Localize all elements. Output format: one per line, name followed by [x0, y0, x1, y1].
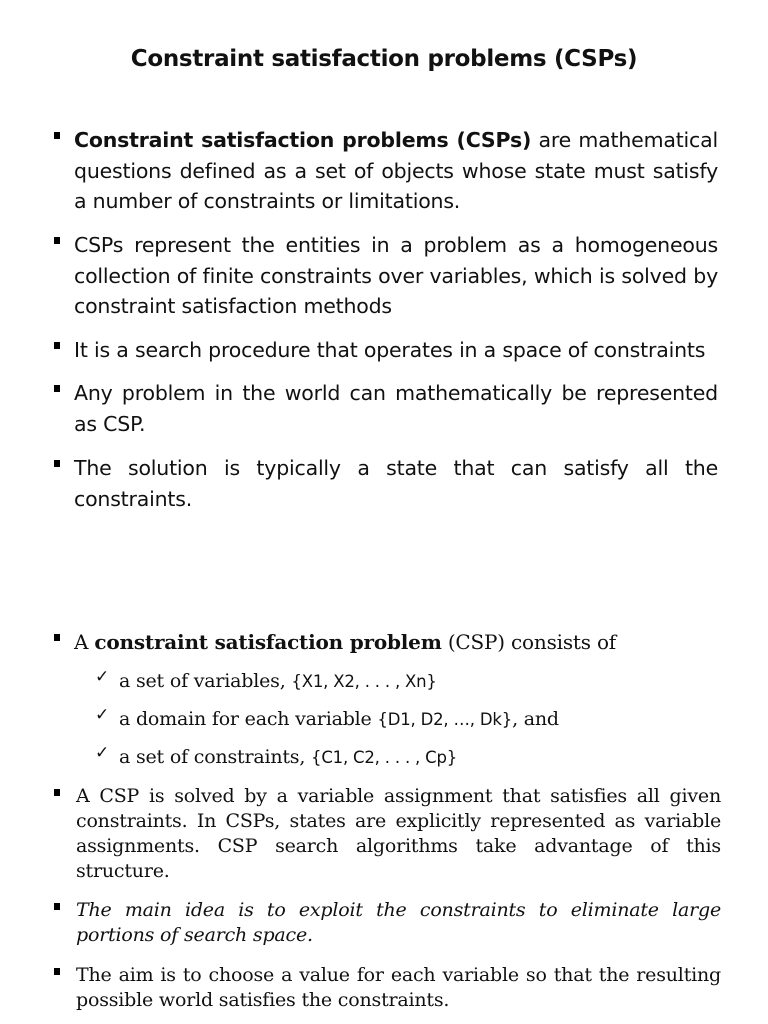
paragraph-solution: The solution is typically a state that can satisfy all the constraints. [74, 456, 718, 511]
paragraph-csp-definition [74, 125, 718, 217]
bullet-marker [54, 789, 60, 796]
constraint-set: {C1, C2, . . . , Cp} [311, 748, 458, 767]
paragraph-text: are mathematical questions defined as a set of objects whose state must satisfy a number of constraints or limitations. [74, 128, 718, 213]
paragraph-csp-representation: CSPs represent the entities in a problem as a homogeneous collection of finite constraints over variables, which is solved by constraint satisfaction methods [74, 233, 718, 318]
bullet-marker [54, 132, 60, 139]
checkmark-icon: ✓ [95, 743, 110, 763]
item-text: a set of variables, [119, 670, 292, 692]
paragraph-text: A [74, 630, 95, 654]
list-item-domains [119, 707, 739, 732]
paragraph-search-procedure: It is a search procedure that operates in a space of constraints [74, 338, 706, 362]
bullet-marker [54, 968, 60, 975]
list-item-variables [119, 669, 739, 694]
bullet-marker [54, 385, 60, 392]
paragraph-csp-consists [74, 630, 718, 655]
bullet-marker [54, 237, 60, 244]
item-text: , and [512, 708, 559, 730]
variable-set: {X1, X2, . . . , Xn} [291, 672, 437, 691]
bullet-marker [54, 634, 60, 641]
bold-term: Constraint satisfaction problems (CSPs) [74, 128, 532, 152]
item-text: a domain for each variable [119, 708, 378, 730]
checkmark-icon: ✓ [95, 667, 110, 687]
bullet-marker [54, 460, 60, 467]
page-title: Constraint satisfaction problems (CSPs) [130, 46, 638, 72]
checkmark-icon: ✓ [95, 705, 110, 725]
bullet-marker [54, 342, 60, 349]
paragraph-text: (CSP) consists of [441, 630, 617, 654]
item-text: a set of constraints, [119, 746, 312, 768]
paragraph-aim: The aim is to choose a value for each variable so that the resulting possible world satisfies the constraints. [76, 964, 721, 1011]
paragraph-csp-solved: A CSP is solved by a variable assignment that satisfies all given constraints. In CSPs, states are explicitly represented as variable assignments. CSP search algorithms take advantage of this structure. [76, 785, 721, 882]
paragraph-any-problem: Any problem in the world can mathematically be represented as CSP. [74, 381, 718, 436]
bold-term: constraint satisfaction problem [94, 630, 442, 654]
list-item-constraints [119, 745, 739, 770]
domain-set: {D1, D2, …, Dk} [377, 710, 513, 729]
italic-text: The main idea is to exploit the constraints to eliminate large portions of search space. [76, 899, 721, 946]
bullet-marker [54, 903, 60, 910]
paragraph-main-idea [76, 898, 721, 948]
